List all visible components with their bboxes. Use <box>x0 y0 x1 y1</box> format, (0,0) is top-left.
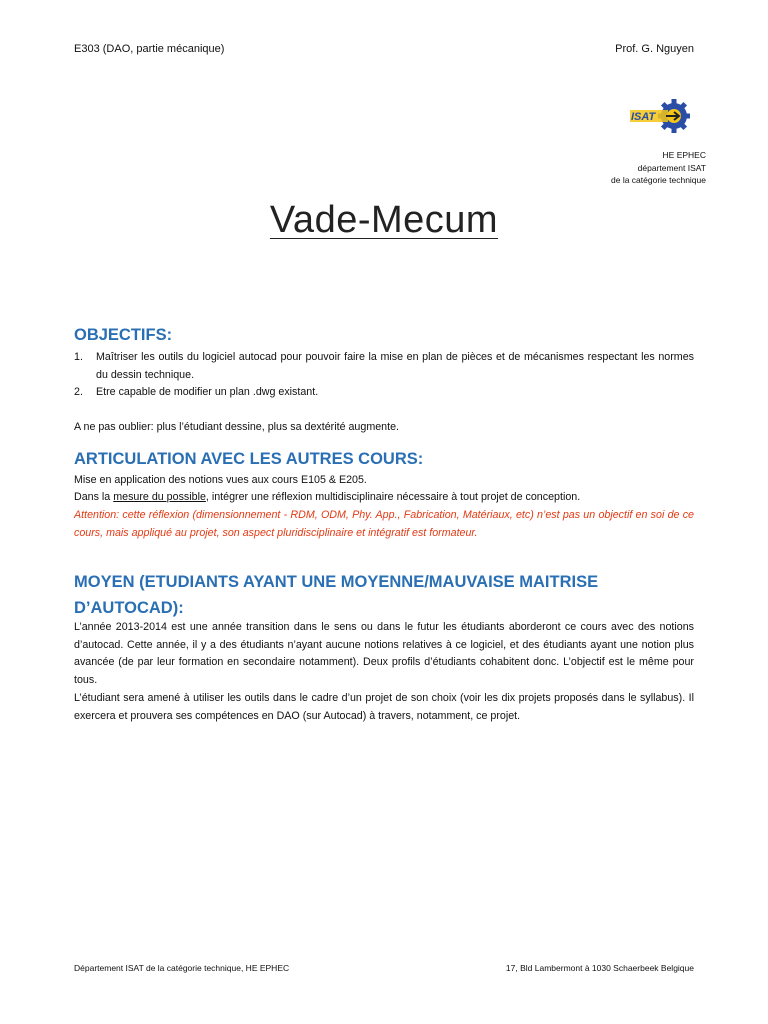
moyen-paragraph-1: L’année 2013-2014 est une année transition dans le sens ou dans le futur les étudiants aborderont ce cours avec des notions d’autocad. Cette année, il y a des étudiants n’ayant aucune notions relatives à ce logiciel, et des étudiants ayant une notion plus avancée (de par leur formation en secondaire notamment). Deux profils d’étudiants cohabitent donc. L’objectif est le même pour tous. <box>74 621 694 686</box>
articulation-line-1: Mise en application des notions vues aux cours E105 & E205. <box>74 474 367 486</box>
heading-objectifs: OBJECTIFS: <box>74 326 173 344</box>
page-title: Vade-Mecum <box>269 199 499 241</box>
articulation-line-2-pre: Dans la <box>74 491 114 503</box>
objectifs-note: A ne pas oublier: plus l’étudiant dessine, plus sa dextérité augmente. <box>74 421 399 433</box>
articulation-line-2-post: , intégrer une réflexion multidisciplinaire nécessaire à tout projet de conception. <box>205 491 581 503</box>
logo-text: ISAT <box>631 111 656 123</box>
underlined-phrase: mesure du possible <box>113 491 206 503</box>
objectifs-list <box>74 349 694 402</box>
list-item-number: 2. <box>74 386 83 399</box>
list-item <box>74 384 694 402</box>
list-item-number: 1. <box>74 351 83 363</box>
footer-address: 17, Bld Lambermont à 1030 Schaerbeek Belgique <box>505 963 694 973</box>
institution-line-1: HE EPHEC <box>662 150 706 160</box>
institution-block <box>546 149 706 187</box>
list-item-text: Maîtriser les outils du logiciel autocad pour pouvoir faire la mise en plan de pièces et de mécanismes respectant les normes du dessin technique. <box>96 351 694 381</box>
isat-logo <box>626 97 690 135</box>
institution-line-2: département ISAT <box>637 162 706 173</box>
page-title-wrap <box>0 199 768 242</box>
list-item <box>74 349 694 384</box>
header-course: E303 (DAO, partie mécanique) <box>74 43 225 55</box>
attention-note: Attention: cette réflexion (dimensionnement - RDM, ODM, Phy. App., Fabrication, Matériaux, etc) n’est pas un objectif en soi de ce cours, mais appliqué au projet, son aspect pluridisciplinaire et intégratif est formateur. <box>74 509 694 539</box>
list-item-text: Etre capable de modifier un plan .dwg existant. <box>96 386 319 399</box>
header-professor: Prof. G. Nguyen <box>615 43 694 55</box>
articulation-line-2 <box>74 489 694 507</box>
heading-articulation: ARTICULATION AVEC LES AUTRES COURS: <box>74 450 424 468</box>
heading-moyen: MOYEN (ETUDIANTS AYANT UNE MOYENNE/MAUVAISE MAITRISE D’AUTOCAD): <box>74 573 599 617</box>
footer-department: Département ISAT de la catégorie technique, HE EPHEC <box>74 963 290 973</box>
institution-line-3: de la catégorie technique <box>611 175 706 185</box>
moyen-paragraph-2: L’étudiant sera amené à utiliser les outils dans le cadre d’un projet de son choix (voir les dix projets proposés dans le syllabus). Il exercera et prouvera ses compétences en DAO (sur Autocad) à travers, notamment, ce projet. <box>74 692 694 722</box>
